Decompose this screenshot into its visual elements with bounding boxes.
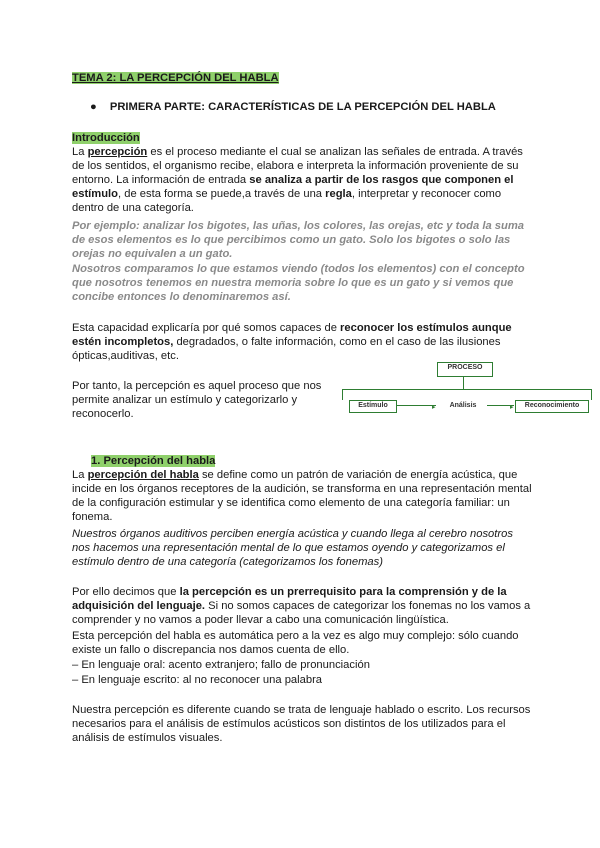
intro-paragraph: La percepción es el proceso mediante el cual se analizan las señales de entrada. A través de los sentidos, el organismo recibe, elabora e interpreta la información proveniente de su entorno. La información de entrada se analiza a partir de los rasgos que componen el estímulo, de esta forma se puede,a través de una regla, interpretar y reconocer como dentro de una categoría. bbox=[72, 146, 523, 214]
example-memoria: Nosotros comparamos lo que estamos viendo (todos los elementos) con el concepto que nosotros tenemos en nuestra memoria sobre lo que es un gato y si vemos que concibe entonces lo denominaremos así. bbox=[72, 263, 525, 303]
example-gato: Por ejemplo: analizar los bigotes, las uñas, los colores, las orejas, etc y toda la suma de esos elementos es lo que percibimos como un gato. Solo los bigotes o solo las orejas no equivalen a un gato. bbox=[72, 220, 525, 260]
list-item-oral: – En lenguaje oral: acento extranjero; fallo de pronunciación bbox=[72, 659, 370, 671]
section-1-heading: 1. Percepción del habla bbox=[91, 455, 216, 467]
intro-heading: Introducción bbox=[72, 132, 140, 144]
term-percepcion: percepción bbox=[87, 146, 148, 158]
part-heading: ● PRIMERA PARTE: CARACTERÍSTICAS DE LA PERCEPCIÓN DEL HABLA bbox=[90, 101, 496, 113]
section-1-prerequisite: Por ello decimos que la percepción es un prerrequisito para la comprensión y de la adquisición del lenguaje. Si no somos capaces de categorizar los fonemas no los vamos a comprender y no vamos a poder llevar a cabo una comunicación lingüística. bbox=[72, 586, 531, 626]
section-1-automatic: Esta percepción del habla es automática pero a la vez es algo muy complejo: sólo cuando existe un fallo o discrepancia nos damos cuenta de ello. bbox=[72, 630, 519, 656]
section-1-final-paragraph: Nuestra percepción es diferente cuando se trata de lenguaje hablado o escrito. Los recursos necesarios para el análisis de estímulos acústicos son distintos de los utilizados para el análisis de estímulos visuales. bbox=[72, 704, 531, 744]
arrow-right-icon: ▸ bbox=[510, 404, 514, 411]
diagram-reconocimiento-box: Reconocimiento bbox=[515, 400, 589, 413]
list-item-escrito: – En lenguaje escrito: al no reconocer una palabra bbox=[72, 674, 323, 686]
section-1-italic-note: Nuestros órganos auditivos perciben energía acústica y cuando llega al cerebro nosotros nos hacemos una representación mental de lo que estamos oyendo y categorizamos el estímulo dentro de una categoría (categorizamos los fonemas) bbox=[72, 528, 513, 568]
diagram-proceso-box: PROCESO bbox=[437, 362, 493, 377]
document-title: TEMA 2: LA PERCEPCIÓN DEL HABLA bbox=[72, 72, 279, 84]
bullet-icon: ● bbox=[90, 101, 97, 113]
arrow-right-icon: ▸ bbox=[432, 404, 436, 411]
diagram-analisis-box: Análisis bbox=[437, 400, 489, 413]
section-1-paragraph: La percepción del habla se define como un patrón de variación de energía acústica, que incide en los órganos receptores de la audición, se transforma en una representación mental de la configuración estimular y se identifica como elemento de una categoría familiar: un fonema. bbox=[72, 469, 532, 523]
diagram-estimulo-box: Estímulo bbox=[349, 400, 397, 413]
intro-paragraph-3: Por tanto, la percepción es aquel proceso que nos permite analizar un estímulo y categorizarlo y reconocerlo. bbox=[72, 380, 322, 420]
intro-paragraph-2: Esta capacidad explicaría por qué somos capaces de reconocer los estímulos aunque estén incompletos, degradados, o falte información, como en el caso de las ilusiones ópticas,auditivas, etc. bbox=[72, 322, 512, 362]
term-percepcion-habla: percepción del habla bbox=[87, 469, 199, 481]
